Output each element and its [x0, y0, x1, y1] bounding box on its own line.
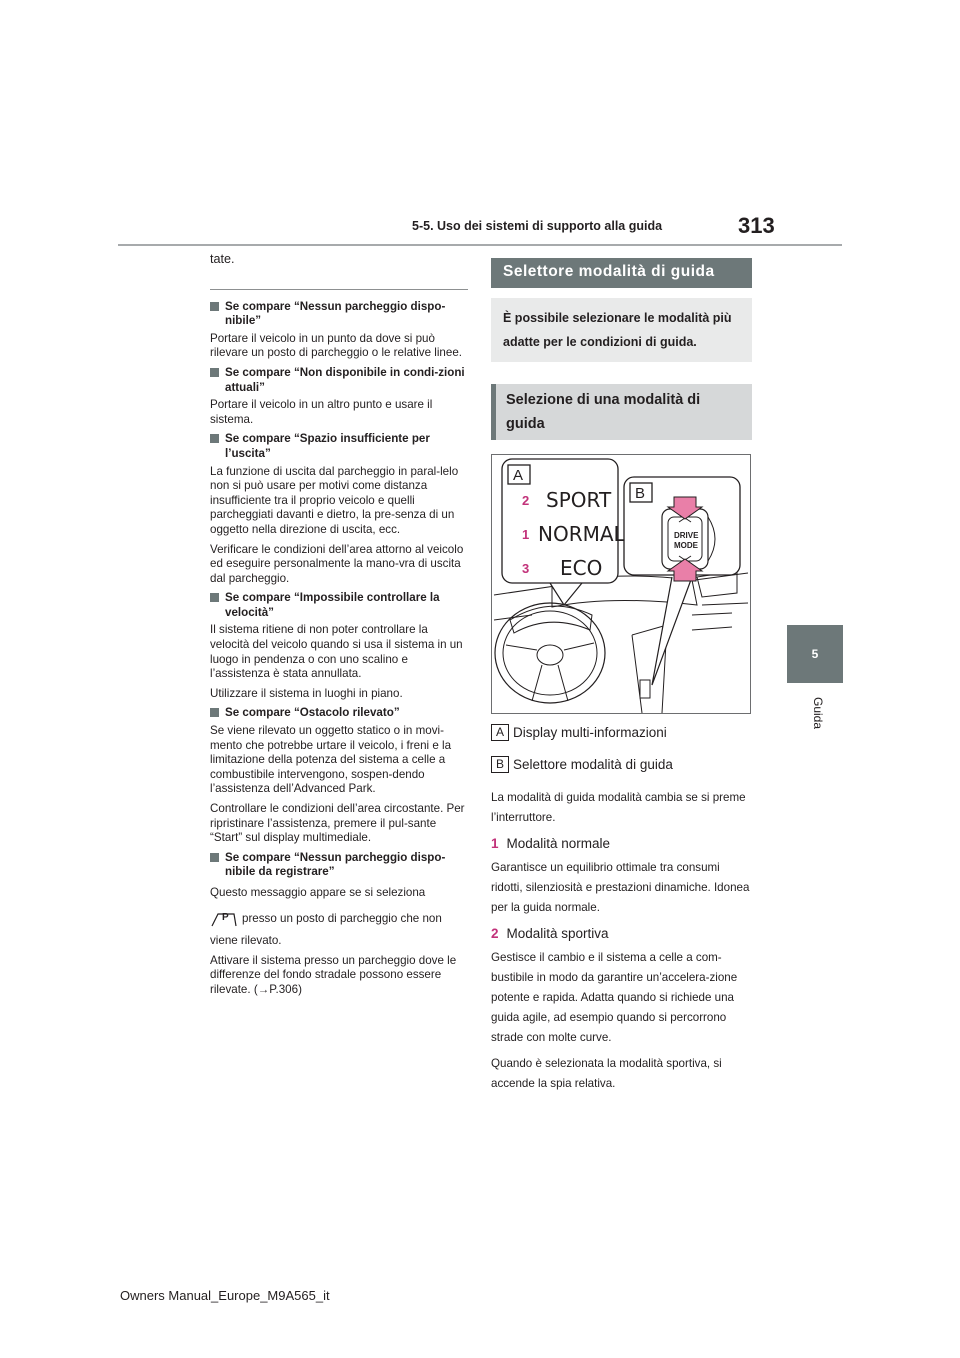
- body-text: Garantisce un equilibrio ottimale tra consumi ridotti, silenziosità e prestazioni dinamiche. Idonea per la guida normale.: [491, 861, 750, 914]
- message-section: [210, 591, 468, 701]
- continued-text: tate.: [210, 252, 235, 266]
- legend-key: B: [491, 756, 509, 773]
- legend-text: Selettore modalità di guida: [513, 757, 673, 772]
- body-text: Gestisce il cambio e il sistema a celle a com-bustibile in modo da garantire un’accelera-zione potente e rapida. Adatta quando si richiede una guida agile, ad esempio quando si percorrono strade con molte curve.: [491, 951, 738, 1044]
- message-text: Portare il veicolo in un punto da dove si può rilevare un posto di parcheggio o le relative linee.: [210, 331, 462, 360]
- bullet-square-icon: [210, 593, 219, 602]
- message-heading: Se compare “Impossibile controllare la velocità”: [210, 591, 468, 620]
- callout-b-label: B: [635, 485, 646, 502]
- message-text: Utilizzare il sistema in luoghi in piano.: [210, 686, 403, 700]
- header-divider: [118, 244, 842, 246]
- legend-key: A: [491, 724, 509, 741]
- bullet-square-icon: [210, 302, 219, 311]
- message-section: [210, 851, 468, 998]
- message-text: Attivare il sistema presso un parcheggio dove le differenze del fondo stradale possono essere rilevate. (→P.306): [210, 953, 457, 996]
- message-text: P presso un posto di parcheggio che non: [210, 908, 468, 929]
- page-number: 313: [738, 213, 775, 238]
- item-title: Modalità normale: [506, 836, 611, 851]
- item-number: 1: [491, 836, 499, 851]
- chapter-tab-label: Guida: [811, 696, 825, 730]
- bullet-square-icon: [210, 853, 219, 862]
- message-heading: Se compare “Non disponibile in condi-zioni attuali”: [210, 366, 468, 395]
- legend-text: Display multi-informazioni: [513, 725, 667, 740]
- item-number: 2: [491, 926, 499, 941]
- subsection-title: Selezione di una modalità di guida: [491, 384, 752, 440]
- mode-number: 3: [522, 561, 530, 576]
- chapter-tab[interactable]: 5: [787, 625, 843, 683]
- mode-label: NORMAL: [538, 522, 625, 546]
- bullet-square-icon: [210, 708, 219, 717]
- footer-doc-id: Owners Manual_Europe_M9A565_it: [120, 1288, 330, 1303]
- message-text: Se viene rilevato un oggetto statico o in movi-mento che potrebbe urtare il veicolo, i freni e la limitazione della potenza del sistema a celle a combustibile intervengono, sospen-dendo l’assistenza dell’Advanced Park.: [210, 724, 452, 796]
- switch-label-mode: MODE: [674, 541, 698, 550]
- message-text: La funzione di uscita dal parcheggio in paral-lelo non si può usare per motivi come distanza insufficiente tra il proprio veicolo e quelli parcheggiati davanti e dietro, la pre-senza di un oggetto nella direzione di uscita, ecc.: [210, 464, 459, 536]
- right-column: [491, 258, 752, 1100]
- message-text: viene rilevato.: [210, 933, 282, 947]
- mode-item-sport: [491, 926, 752, 941]
- message-heading: Se compare “Ostacolo rilevato”: [210, 706, 468, 721]
- body-text: La modalità di guida modalità cambia se si preme l’interruttore.: [491, 791, 746, 824]
- message-text: Portare il veicolo in un altro punto e usare il sistema.: [210, 398, 433, 426]
- mode-item-normal: [491, 836, 752, 851]
- message-section: [210, 432, 468, 586]
- bullet-square-icon: [210, 368, 219, 377]
- message-heading: Se compare “Spazio insufficiente per l’uscita”: [210, 432, 468, 461]
- chapter-title: 5-5. Uso dei sistemi di supporto alla guida: [412, 219, 663, 233]
- item-title: Modalità sportiva: [506, 926, 609, 941]
- section-divider: [210, 289, 468, 290]
- mode-label: SPORT: [546, 488, 612, 512]
- parking-position-icon: [210, 908, 238, 928]
- message-text: Controllare le condizioni dell’area circostante. Per ripristinare l’assistenza, premere il pul-sante “Start” sul display multimediale.: [210, 802, 465, 845]
- drive-mode-illustration: [491, 454, 751, 714]
- legend-item: [491, 724, 752, 741]
- legend-item: [491, 756, 752, 773]
- bullet-square-icon: [210, 434, 219, 443]
- message-heading: Se compare “Nessun parcheggio dispo-nibile da registrare”: [210, 851, 468, 880]
- dashboard-drawing: [492, 455, 750, 713]
- illustration-legend: [491, 724, 752, 773]
- message-text: Verificare le condizioni dell’area attorno al veicolo ed eseguire personalmente la mano-vra di uscita dal parcheggio.: [210, 542, 464, 585]
- section-title: Selettore modalità di guida: [491, 258, 752, 288]
- switch-label-drive: DRIVE: [674, 531, 699, 540]
- svg-text:P: P: [222, 911, 229, 923]
- message-text: Il sistema ritiene di non poter controllare la velocità del veicolo quando si usa il sistema in un luogo in pendenza o con uno scalino e l’assistenza è stata annullata.: [210, 623, 463, 681]
- body-text: Quando è selezionata la modalità sportiva, si accende la spia relativa.: [491, 1057, 722, 1090]
- message-section: [210, 706, 468, 845]
- message-text: Questo messaggio appare se si seleziona: [210, 885, 426, 899]
- message-section: [210, 300, 468, 361]
- message-heading: Se compare “Nessun parcheggio dispo-nibile”: [210, 300, 468, 329]
- callout-a-label: A: [513, 467, 524, 484]
- mode-label: ECO: [560, 556, 603, 580]
- mode-number: 2: [522, 493, 530, 508]
- left-column: [210, 252, 468, 1002]
- message-section: [210, 366, 468, 427]
- section-intro: È possibile selezionare le modalità più adatte per le condizioni di guida.: [491, 298, 752, 362]
- mode-number: 1: [522, 527, 530, 542]
